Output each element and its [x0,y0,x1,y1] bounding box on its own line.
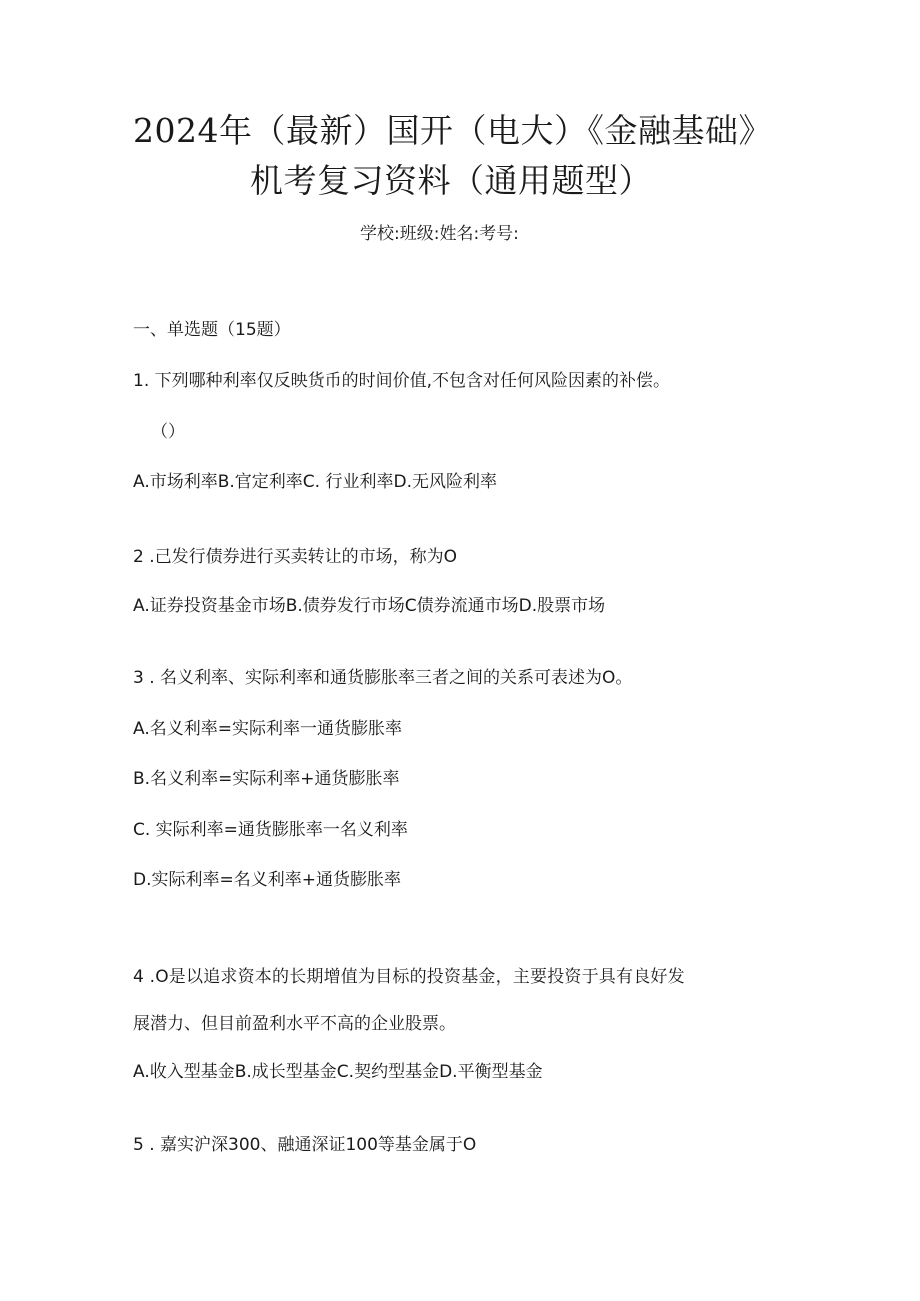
question-2-stem: 2 .己发行债券进行买卖转让的市场，称为O [133,547,458,567]
question-3-option-d: D.实际利率=名义利率+通货膨胀率 [133,870,401,890]
question-3-option-a: A.名义利率=实际利率一通货膨胀率 [133,719,402,739]
student-info-line: 学校:班级:姓名:考号: [360,224,519,244]
question-4-stem-line-2: 展潜力、但目前盈利水平不高的企业股票。 [133,1014,456,1034]
question-1-blank: （） [151,422,185,442]
document-title-line-1: 2024年（最新）国开（电大）《金融基础》 [133,111,772,150]
question-3-stem: 3 . 名义利率、实际利率和通货膨胀率三者之间的关系可表述为O。 [133,668,633,688]
question-4-options: A.收入型基金B.成长型基金C.契约型基金D.平衡型基金 [133,1062,543,1082]
question-5-stem: 5 . 嘉实沪深300、融通深证100等基金属于O [133,1135,477,1155]
question-2-options: A.证券投资基金市场B.债券发行市场C债券流通市场D.股票市场 [133,596,606,616]
question-4-stem-line-1: 4 .O是以追求资本的长期增值为目标的投资基金，主要投资于具有良好发 [133,967,685,987]
question-1-stem: 1. 下列哪种利率仅反映货币的时间价值,不包含对任何风险因素的补偿。 [133,371,671,391]
document-title-line-2: 机考复习资料（通用题型） [250,161,652,200]
section-heading: 一、单选题（15题） [133,320,291,340]
question-1-options: A.市场利率B.官定利率C. 行业利率D.无风险利率 [133,472,497,492]
question-3-option-c: C. 实际利率=通货膨胀率一名义利率 [133,820,408,840]
question-3-option-b: B.名义利率=实际利率+通货膨胀率 [133,769,400,789]
